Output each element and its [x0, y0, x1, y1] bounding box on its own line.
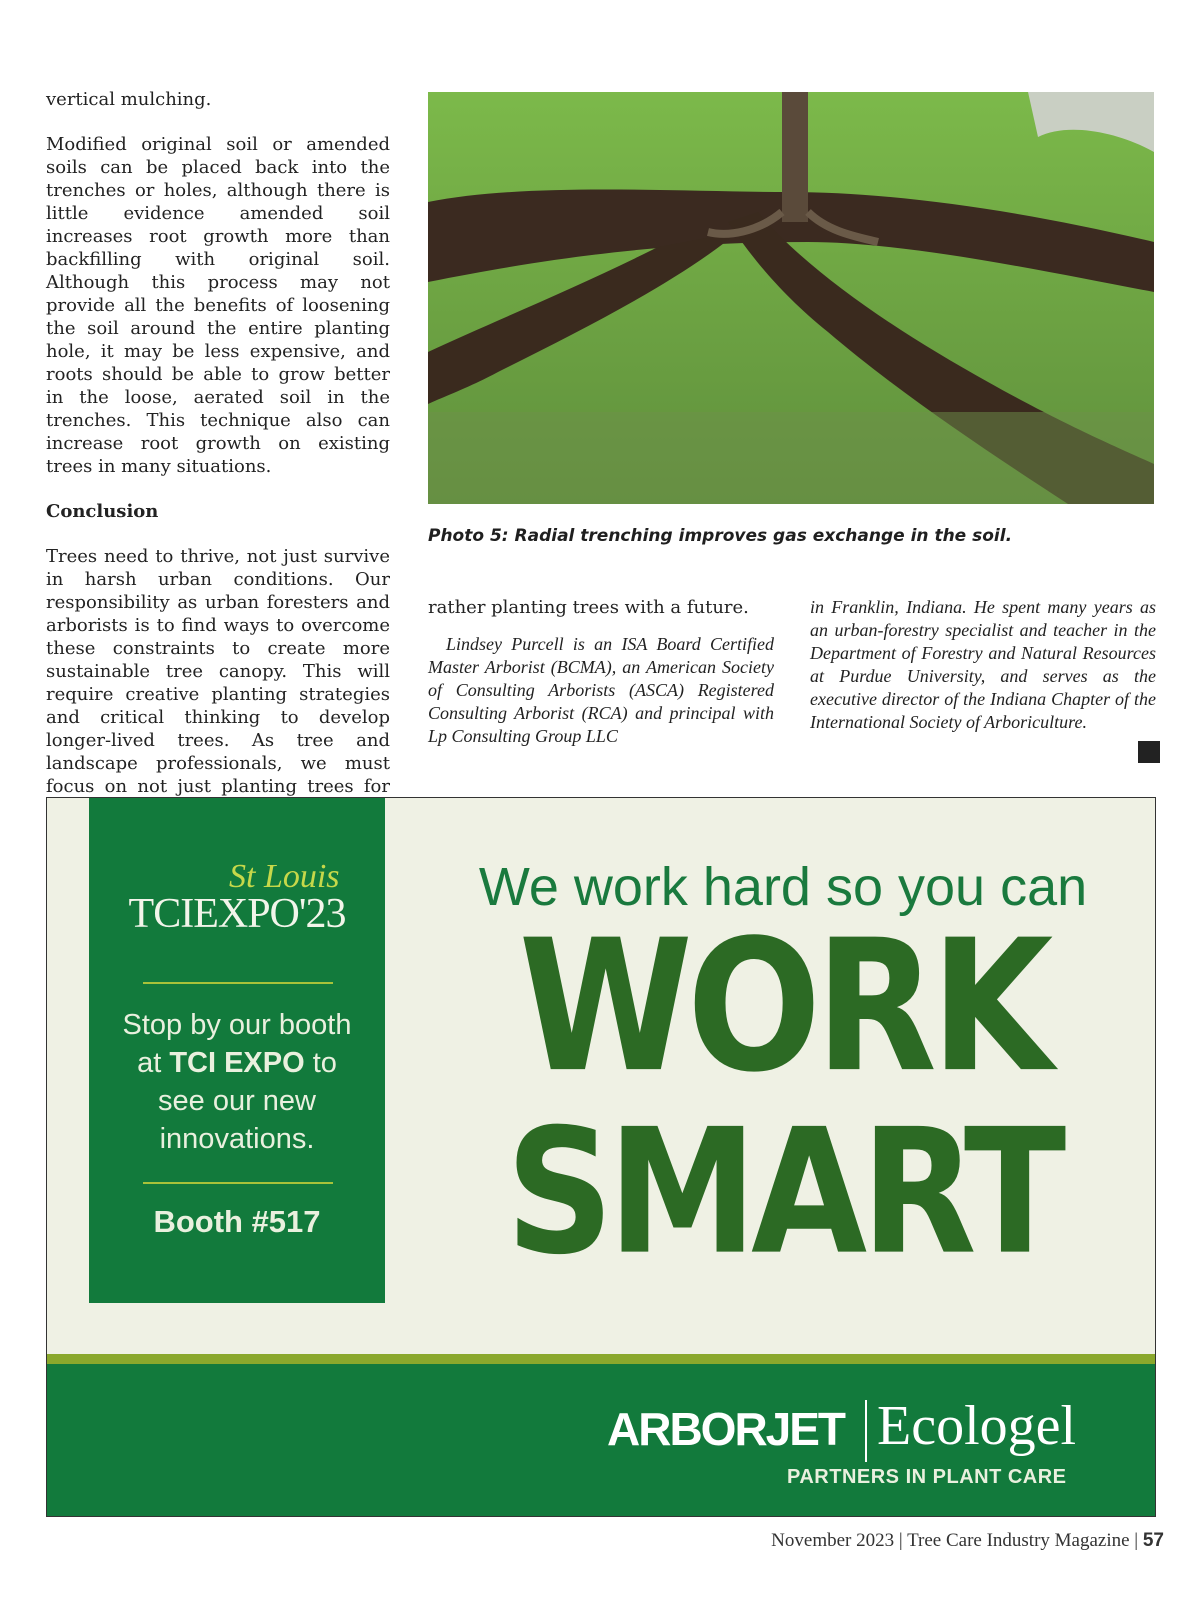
author-bio: Lindsey Purcell is an ISA Board Certified Master Arborist (BCMA), an American Society of Consulting Arborists (ASCA) Registered Consulting Arborist (RCA) and principal with Lp Consulting Group LLC: [428, 634, 774, 746]
author-bio-continued: in Franklin, Indiana. He spent many years as an urban-forestry specialist and teacher in the Department of Forestry and Natural Resources at Purdue University, and serves as the executive director of the Indiana Chapter of the International Society of Arboriculture.: [810, 597, 1156, 732]
booth-line-text: to: [304, 1047, 337, 1079]
expo-logo-text: TCIEXPO'23: [128, 891, 346, 937]
booth-number: Booth #517: [153, 1204, 321, 1239]
paragraph: Modified original soil or amended soils can be placed back into the trenches or holes, although there is little evidence amended soil increases root growth more than backfilling with original soil. Although this process may not provide all the benefits of loosening the soil around the entire planting hole, it may be less expensive, and roots should be able to grow better in the loose, aerated soil in the trenches. This technique also can increase root growth on existing trees in many situations.: [46, 134, 390, 477]
paragraph: vertical mulching.: [46, 89, 212, 110]
brand-bar: [47, 1364, 1156, 1517]
booth-message: [89, 1006, 385, 1158]
paragraph: Trees need to thrive, not just survive in harsh urban conditions. Our responsibility as urban foresters and arborists is to find ways to overcome these constraints to create more sustainable tree canopy. This will require creative planting strategies and critical thinking to develop longer-lived trees. As tree and landscape professionals, we must focus on not just planting trees for: [46, 546, 390, 797]
end-of-article-mark: [1138, 741, 1160, 763]
arborjet-advertisement: [46, 797, 1156, 1517]
photo-illustration: [428, 92, 1154, 504]
booth-line: innovations.: [159, 1123, 315, 1155]
booth-line-text: at: [137, 1047, 170, 1079]
section-heading: Conclusion: [46, 501, 159, 522]
expo-script: St Louis: [229, 858, 340, 895]
logo-divider: [865, 1400, 867, 1462]
page-footer: [771, 1530, 1164, 1552]
work-text: WORK: [518, 901, 1048, 1113]
article-column-3: [810, 596, 1156, 734]
tci-expo-emphasis: TCI EXPO: [169, 1047, 305, 1079]
ecologel-logo: Ecologel: [877, 1395, 1077, 1457]
arborjet-logo: ARBORJET: [607, 1403, 845, 1455]
booth-line: [89, 1044, 385, 1082]
article-column-2: [428, 596, 774, 748]
accent-stripe: [47, 1354, 1156, 1364]
article-column-1: [46, 88, 390, 843]
footer-text: November 2023 | Tree Care Industry Magazine |: [771, 1530, 1139, 1551]
tree-trenching-photo: [428, 92, 1154, 504]
divider: [143, 982, 333, 984]
photo-caption: Photo 5: Radial trenching improves gas exchange in the soil.: [428, 526, 1013, 546]
paragraph: rather planting trees with a future.: [428, 597, 749, 618]
expo-panel: [89, 798, 385, 1303]
tagline: PARTNERS IN PLANT CARE: [787, 1466, 1067, 1488]
booth-line: see our new: [158, 1085, 316, 1117]
ad-headline: We work hard so you can: [478, 857, 1088, 917]
divider: [143, 1182, 333, 1184]
page-number: 57: [1142, 1530, 1164, 1551]
smart-text: SMART: [505, 1092, 1061, 1294]
booth-line: Stop by our booth: [122, 1009, 352, 1041]
